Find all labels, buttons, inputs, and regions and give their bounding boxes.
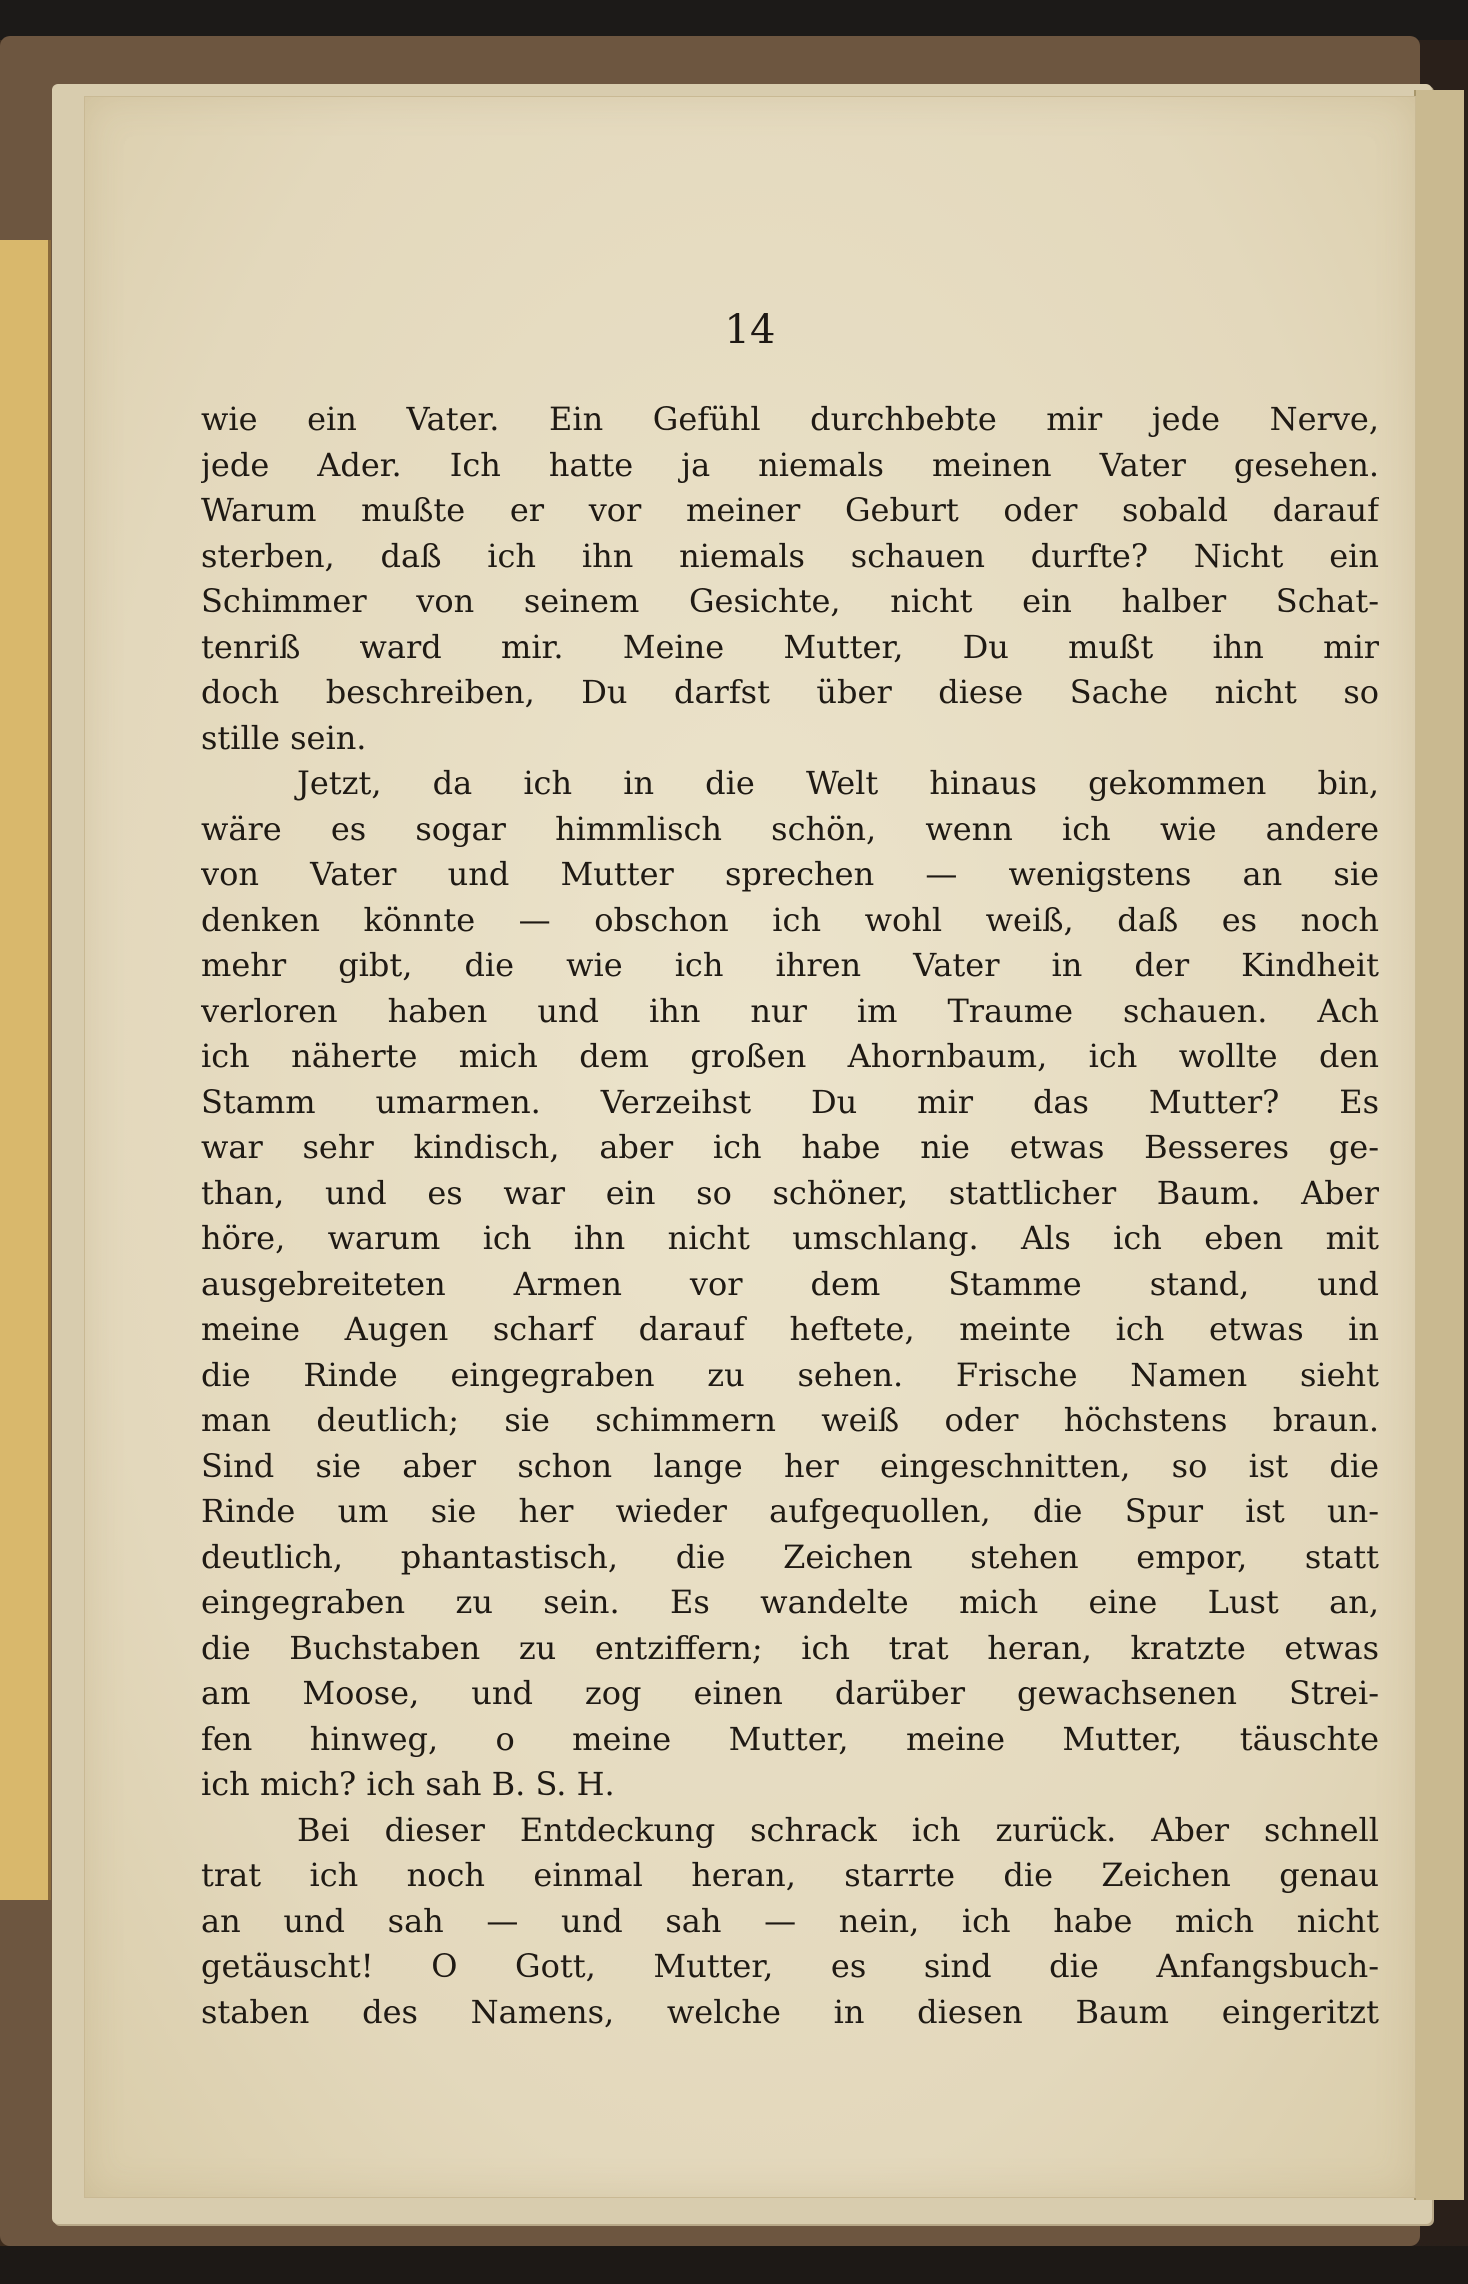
paragraph <box>201 397 1379 761</box>
text-line: jede Ader. Ich hatte ja niemals meinen Vater gesehen. <box>201 445 1379 484</box>
book-page <box>84 96 1416 2198</box>
text-line: höre, warum ich ihn nicht umschlang. Als ich eben mit <box>201 1219 1379 1257</box>
text-line: am Moose, und zog einen darüber gewachsenen Strei- <box>201 1674 1379 1712</box>
text-line: die Rinde eingegraben zu sehen. Frische Namen sieht <box>201 1355 1379 1394</box>
scan-background-top <box>0 0 1468 40</box>
text-line: Schimmer von seinem Gesichte, nicht ein halber Schat- <box>201 582 1379 620</box>
text-line: tenriß ward mir. Meine Mutter, Du mußt ihn mir <box>201 627 1379 666</box>
text-line: von Vater und Mutter sprechen — wenigstens an sie <box>201 855 1379 893</box>
text-line: getäuscht! O Gott, Mutter, es sind die Anfangsbuch- <box>201 1947 1379 1985</box>
text-line: Sind sie aber schon lange her eingeschnitten, so ist die <box>201 1446 1379 1485</box>
text-line: stille sein. <box>201 718 367 757</box>
paragraph <box>201 1808 1379 2036</box>
text-line: doch beschreiben, Du darfst über diese Sache nicht so <box>201 673 1379 711</box>
scan-background-bottom <box>0 2246 1468 2284</box>
text-line: die Buchstaben zu entziffern; ich trat heran, kratzte etwas <box>201 1628 1379 1667</box>
text-line: eingegraben zu sein. Es wandelte mich eine Lust an, <box>201 1583 1379 1621</box>
page-edge-strip <box>1414 90 1464 2200</box>
page-number: 14 <box>724 307 776 353</box>
text-line: Bei dieser Entdeckung schrack ich zurück. Aber schnell <box>297 1810 1379 1849</box>
text-line: Stamm umarmen. Verzeihst Du mir das Mutter? Es <box>201 1082 1379 1121</box>
text-line: mehr gibt, die wie ich ihren Vater in der Kindheit <box>201 946 1379 984</box>
body-text <box>201 397 1379 2035</box>
text-line: man deutlich; sie schimmern weiß oder höchstens braun. <box>201 1401 1379 1439</box>
text-line: trat ich noch einmal heran, starrte die Zeichen genau <box>201 1856 1379 1894</box>
text-line: an und sah — und sah — nein, ich habe mich nicht <box>201 1901 1379 1940</box>
text-line: verloren haben und ihn nur im Traume schauen. Ach <box>201 991 1379 1030</box>
text-line: than, und es war ein so schöner, stattlicher Baum. Aber <box>201 1173 1379 1212</box>
text-line: Rinde um sie her wieder aufgequollen, die Spur ist un- <box>201 1492 1379 1530</box>
text-line: wäre es sogar himmlisch schön, wenn ich wie andere <box>201 809 1379 848</box>
text-line: war sehr kindisch, aber ich habe nie etwas Besseres ge- <box>201 1128 1379 1166</box>
text-line: deutlich, phantastisch, die Zeichen stehen empor, statt <box>201 1537 1379 1576</box>
text-line: wie ein Vater. Ein Gefühl durchbebte mir jede Nerve, <box>201 400 1379 438</box>
text-line: denken könnte — obschon ich wohl weiß, daß es noch <box>201 900 1379 939</box>
paragraph <box>201 761 1379 1808</box>
text-line: Warum mußte er vor meiner Geburt oder sobald darauf <box>201 491 1379 529</box>
text-line: fen hinweg, o meine Mutter, meine Mutter, täuschte <box>201 1719 1379 1758</box>
cover-spine-edge <box>0 240 51 1900</box>
text-line: ausgebreiteten Armen vor dem Stamme stand, und <box>201 1264 1379 1303</box>
text-line: staben des Namens, welche in diesen Baum eingeritzt <box>201 1992 1379 2031</box>
text-line: Jetzt, da ich in die Welt hinaus gekommen bin, <box>297 764 1379 802</box>
text-line: ich näherte mich dem großen Ahornbaum, ich wollte den <box>201 1037 1379 1075</box>
text-line: sterben, daß ich ihn niemals schauen durfte? Nicht ein <box>201 536 1379 575</box>
text-line: meine Augen scharf darauf heftete, meinte ich etwas in <box>201 1310 1379 1348</box>
text-line: ich mich? ich sah B. S. H. <box>201 1765 615 1803</box>
